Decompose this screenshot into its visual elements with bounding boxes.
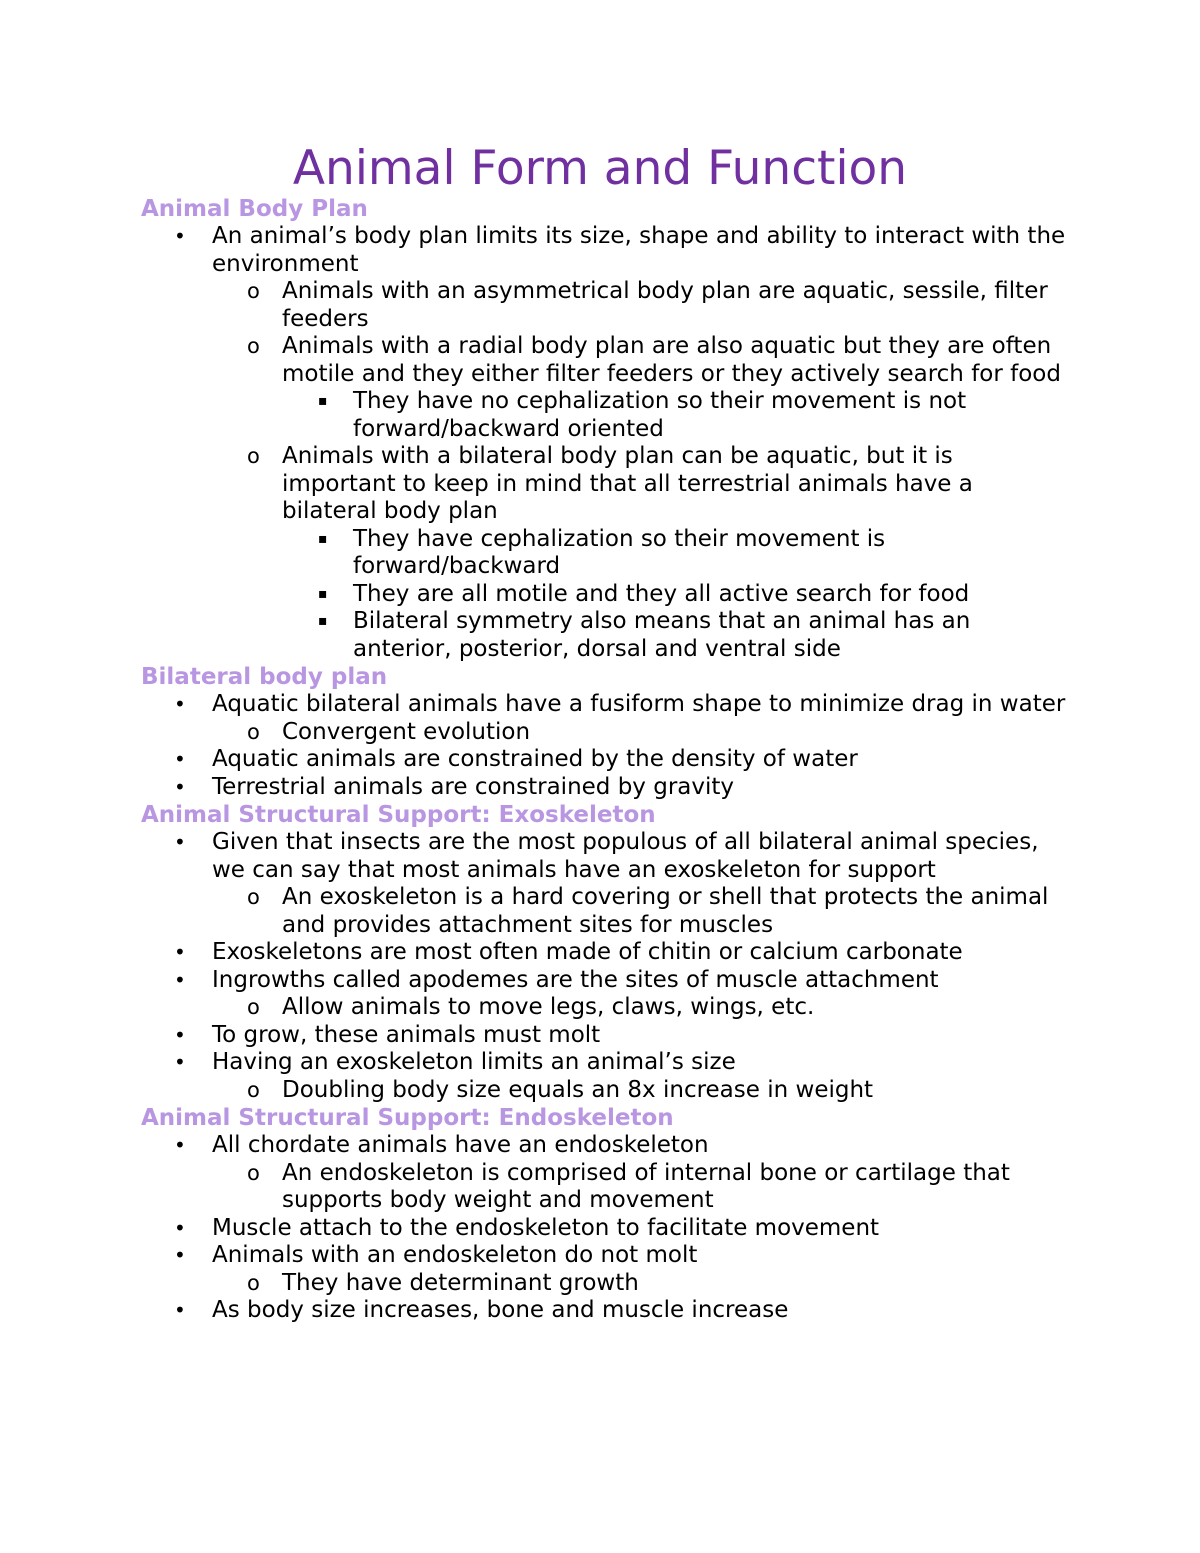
list-item — [0, 388, 1200, 443]
section-heading: Animal Structural Support: Exoskeleton — [141, 802, 656, 828]
bullet-marker: ▪ — [318, 393, 328, 409]
list-item-text: Animals with a bilateral body plan can be aquatic, but it is important to keep in mind that all terrestrial animals have a bilateral body plan — [282, 443, 973, 524]
document-section — [0, 195, 1200, 663]
list-item — [0, 1270, 1200, 1298]
document-section — [0, 663, 1200, 801]
document-body — [0, 195, 1200, 1325]
bullet-marker: • — [174, 940, 186, 964]
bullet-marker: • — [174, 967, 186, 992]
bullet-marker: ▪ — [318, 530, 328, 547]
bullet-list-level-1 — [0, 829, 1200, 1104]
bullet-marker: o — [247, 334, 260, 358]
bullet-marker: • — [174, 1133, 186, 1157]
list-item-text: Convergent evolution — [282, 718, 531, 745]
list-item — [0, 829, 1200, 939]
document-section — [0, 801, 1200, 1104]
bullet-marker: o — [247, 885, 260, 909]
list-item — [0, 1215, 1200, 1243]
bullet-marker: • — [174, 774, 186, 799]
bullet-marker: o — [247, 444, 260, 468]
bullet-marker: o — [247, 995, 260, 1019]
list-item-text: Given that insects are the most populous of all bilateral animal species, we can say that most animals have an exoskeleton for support — [212, 829, 1039, 883]
list-item — [0, 967, 1200, 1022]
bullet-marker: o — [247, 1077, 260, 1102]
list-item-text: Aquatic animals are constrained by the density of water — [212, 746, 858, 772]
bullet-list-level-3 — [0, 388, 1200, 443]
section-heading: Animal Body Plan — [141, 196, 368, 222]
bullet-marker: • — [174, 1050, 186, 1074]
bullet-marker: ▪ — [318, 585, 328, 602]
bullet-list-level-2 — [0, 278, 1200, 663]
list-item — [0, 691, 1200, 746]
list-item-text: Animals with a radial body plan are also aquatic but they are often motile and they either filter feeders or they actively search for food — [282, 333, 1061, 387]
bullet-marker: • — [174, 1243, 186, 1267]
bullet-marker: o — [247, 279, 260, 303]
list-item-text: Muscle attach to the endoskeleton to facilitate movement — [212, 1214, 880, 1241]
list-item-text: As body size increases, bone and muscle increase — [212, 1297, 789, 1323]
bullet-marker: o — [247, 719, 260, 744]
list-item — [0, 1132, 1200, 1215]
list-item-text: Allow animals to move legs, claws, wings, etc. — [282, 994, 815, 1020]
list-item-text: Animals with an asymmetrical body plan are aquatic, sessile, filter feeders — [282, 278, 1048, 332]
bullet-marker: ▪ — [318, 613, 328, 629]
bullet-list-level-2 — [0, 1270, 1200, 1298]
list-item-text: Terrestrial animals are constrained by gravity — [212, 773, 735, 800]
bullet-list-level-2 — [0, 994, 1200, 1022]
bullet-list-level-1 — [0, 223, 1200, 663]
bullet-marker: • — [174, 830, 186, 854]
bullet-list-level-2 — [0, 1160, 1200, 1215]
list-item — [0, 1297, 1200, 1325]
list-item-text: An endoskeleton is comprised of internal bone or cartilage that supports body weight and movement — [282, 1159, 1010, 1213]
bullet-marker: • — [174, 692, 186, 716]
list-item — [0, 1022, 1200, 1050]
bullet-marker: o — [247, 1270, 260, 1295]
list-item — [0, 994, 1200, 1022]
list-item-text: Bilateral symmetry also means that an animal has an anterior, posterior, dorsal and ventral side — [353, 608, 971, 662]
list-item-text: Exoskeletons are most often made of chitin or calcium carbonate — [212, 939, 963, 965]
bullet-marker: o — [247, 1160, 260, 1185]
list-item — [0, 1160, 1200, 1215]
list-item-text: Doubling body size equals an 8x increase in weight — [282, 1076, 874, 1103]
list-item — [0, 608, 1200, 663]
bullet-marker: • — [174, 224, 186, 248]
list-item — [0, 1049, 1200, 1104]
list-item — [0, 719, 1200, 747]
bullet-marker: • — [174, 1298, 186, 1322]
list-item-text: They are all motile and they all active search for food — [353, 580, 970, 607]
list-item — [0, 581, 1200, 609]
list-item — [0, 223, 1200, 663]
list-item — [0, 333, 1200, 443]
list-item-text: They have no cephalization so their movement is not forward/backward oriented — [353, 388, 967, 442]
list-item-text: Animals with an endoskeleton do not molt — [212, 1242, 698, 1268]
bullet-marker: • — [174, 1215, 186, 1240]
bullet-marker: • — [174, 1022, 186, 1047]
bullet-list-level-2 — [0, 1077, 1200, 1105]
list-item-text: To grow, these animals must molt — [212, 1021, 601, 1048]
bullet-marker: • — [174, 747, 186, 771]
section-heading: Bilateral body plan — [141, 664, 388, 690]
list-item — [0, 1077, 1200, 1105]
bullet-list-level-1 — [0, 691, 1200, 801]
bullet-list-level-1 — [0, 1132, 1200, 1325]
list-item — [0, 1242, 1200, 1297]
list-item — [0, 884, 1200, 939]
list-item-text: Having an exoskeleton limits an animal’s size — [212, 1049, 736, 1075]
bullet-list-level-2 — [0, 719, 1200, 747]
list-item — [0, 443, 1200, 663]
list-item — [0, 939, 1200, 967]
bullet-list-level-2 — [0, 884, 1200, 939]
list-item-text: An animal’s body plan limits its size, shape and ability to interact with the environment — [212, 223, 1066, 277]
list-item — [0, 746, 1200, 774]
list-item — [0, 526, 1200, 581]
page-title: Animal Form and Function — [292, 141, 908, 196]
list-item-text: They have determinant growth — [282, 1269, 639, 1296]
list-item-text: Aquatic bilateral animals have a fusiform shape to minimize drag in water — [212, 691, 1066, 717]
section-heading: Animal Structural Support: Endoskeleton — [141, 1105, 674, 1131]
list-item-text: All chordate animals have an endoskeleton — [212, 1132, 709, 1158]
list-item — [0, 278, 1200, 333]
document-section — [0, 1104, 1200, 1325]
list-item — [0, 774, 1200, 802]
list-item-text: They have cephalization so their movement is forward/backward — [353, 525, 886, 579]
list-item-text: Ingrowths called apodemes are the sites of muscle attachment — [212, 966, 939, 993]
bullet-list-level-3 — [0, 526, 1200, 664]
list-item-text: An exoskeleton is a hard covering or shell that protects the animal and provides attachment sites for muscles — [282, 884, 1049, 938]
